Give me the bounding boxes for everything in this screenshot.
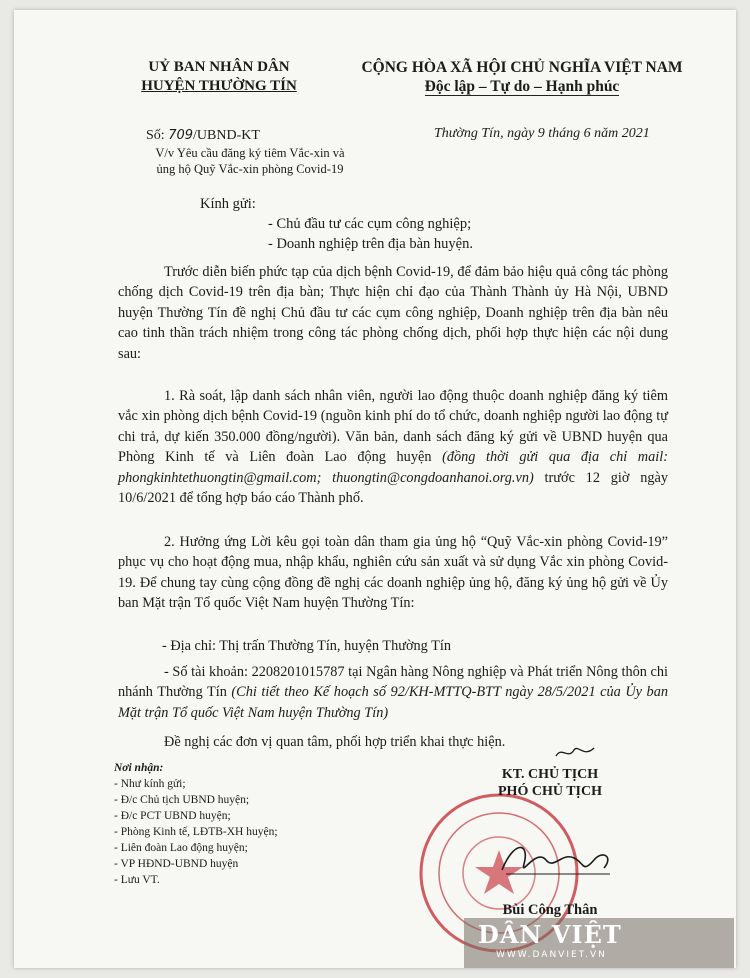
noi-nhan-item: - Lưu VT. [114, 874, 160, 886]
item1-email: (đồng thời gửi qua địa chỉ mail: phongkinhtethuongtin@gmail.com; thuongtin@congdoanhanoi.org.vn) [118, 449, 668, 486]
item-1-paragraph [118, 386, 668, 508]
kinh-gui-label: Kính gửi: [200, 196, 256, 212]
nation-line1: CỘNG HÒA XÃ HỘI CHỦ NGHĨA VIỆT NAM [361, 59, 683, 76]
subject-line2: ủng hộ Quỹ Vắc-xin phòng Covid-19 [156, 162, 344, 176]
address-line: - Địa chỉ: Thị trấn Thường Tín, huyện Thường Tín [162, 638, 451, 654]
danviet-watermark [464, 918, 734, 968]
document-page [14, 10, 736, 968]
noi-nhan-title: Nơi nhận: [114, 762, 164, 774]
document-number [146, 128, 260, 144]
signer-line2: PHÓ CHỦ TỊCH [498, 784, 602, 799]
org-line1: UỶ BAN NHÂN DÂN [148, 59, 290, 75]
handwritten-signature [484, 830, 634, 890]
nation-motto: Độc lập – Tự do – Hạnh phúc [424, 78, 620, 95]
subject [130, 145, 370, 177]
initial-mark [552, 742, 600, 764]
national-header [332, 58, 712, 96]
issuing-org [114, 58, 324, 96]
so-code: /UBND-KT [193, 128, 260, 143]
issue-date: Thường Tín, ngày 9 tháng 6 năm 2021 [434, 126, 650, 141]
recipient-1: - Chủ đầu tư các cụm công nghiệp; [268, 216, 472, 232]
org-line2: HUYỆN THƯỜNG TÍN [141, 78, 297, 94]
item-2-paragraph: 2. Hưởng ứng Lời kêu gọi toàn dân tham gia ủng hộ “Quỹ Vắc-xin phòng Covid-19” phục vụ cho hoạt động mua, nhập khẩu, nghiên cứu sản xuất và sử dụng Vắc xin phòng Covid-19. Để chung tay cùng cộng đồng đề nghị các doanh nghiệp ủng hộ, đăng ký ủng hộ gửi về Ủy ban Mặt trận Tổ quốc Việt Nam huyện Thường Tín: [118, 534, 668, 612]
signer-name: Bùi Công Thân [502, 902, 598, 918]
account-paragraph [118, 662, 668, 723]
noi-nhan-item: - Đ/c PCT UBND huyện; [114, 810, 231, 822]
account-plan: (Chi tiết theo Kế hoạch số 92/KH-MTTQ-BTT ngày 28/5/2021 của Ủy ban Mặt trận Tổ quốc Việt Nam huyện Thường Tín) [118, 684, 668, 721]
so-label: Số: [146, 128, 165, 143]
noi-nhan-item: - Đ/c Chủ tịch UBND huyện; [114, 794, 250, 806]
noi-nhan-item: - Liên đoàn Lao động huyện; [114, 842, 248, 854]
noi-nhan-item: - VP HĐND-UBND huyện [114, 858, 239, 870]
account-text: - Số tài khoản: 2208201015787 tại Ngân hàng Nông nghiệp và Phát triển Nông thôn chi nhánh Thường Tín [118, 664, 668, 701]
watermark-brand: DÂN VIỆT [478, 920, 622, 949]
signer-title [450, 766, 650, 800]
noi-nhan [114, 760, 278, 888]
watermark-url: WWW.DANVIET.VN [496, 950, 607, 960]
intro-paragraph: Trước diễn biến phức tạp của dịch bệnh Covid-19, để đảm bảo hiệu quả công tác phòng chống dịch Covid-19 trên địa bàn; Thực hiện chỉ đạo của Thành Thành ủy Hà Nội, UBND huyện Thường Tín đề nghị Chủ đầu tư các cụm công nghiệp, Doanh nghiệp trên địa bàn nêu cao tinh thần trách nhiệm trong công tác phòng chống dịch, phối hợp thực hiện các nội dung sau: [118, 264, 668, 362]
item1-end: trước 12 giờ ngày 10/6/2021 để tổng hợp báo cáo Thành phố. [118, 469, 668, 507]
so-number-handwritten: 709 [168, 128, 194, 143]
noi-nhan-item: - Như kính gửi; [114, 778, 186, 790]
closing-line: Đề nghị các đơn vị quan tâm, phối hợp triển khai thực hiện. [164, 734, 506, 750]
noi-nhan-item: - Phòng Kinh tế, LĐTB-XH huyện; [114, 826, 278, 838]
recipient-2: - Doanh nghiệp trên địa bàn huyện. [268, 236, 473, 252]
subject-line1: V/v Yêu cầu đăng ký tiêm Vắc-xin và [155, 146, 345, 160]
signer-line1: KT. CHỦ TỊCH [501, 767, 599, 782]
item1-text: 1. Rà soát, lập danh sách nhân viên, người lao động thuộc doanh nghiệp đăng ký tiêm vắc xin phòng dịch bệnh Covid-19 (nguồn kinh phí do tổ chức, doanh nghiệp người lao động tự chi trả, dự kiến 350.000 đồng/người). Văn bản, danh sách đăng ký gửi về UBND huyện qua Phòng Kinh tế và Liên đoàn Lao động huyện [118, 388, 668, 466]
